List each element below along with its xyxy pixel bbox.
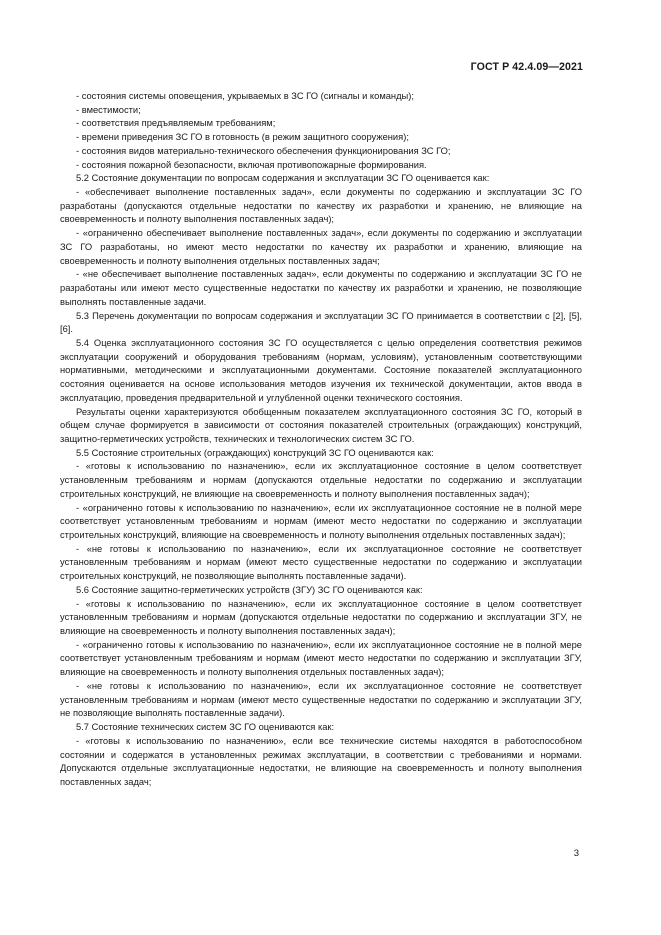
clause-5-7-intro: 5.7 Состояние технических систем ЗС ГО оцениваются как: xyxy=(76,722,335,733)
list-item: - «ограниченно обеспечивает выполнение поставленных задач», если документы по содержанию и эксплуатации ЗС ГО разработаны, но имеют место недостатки по качеству их разработки и хранению, влияющие на своевременность и полноту выполнения отдельных поставленных задач; xyxy=(60,228,582,266)
list-item: - «готовы к использованию по назначению», если их эксплуатационное состояние в целом соответствует установленным требованиям и нормам (допускаются отдельные недостатки по содержанию и эксплуатации ЗГУ, не влияющие на своевременность и полноту выполнения поставленных задач); xyxy=(60,598,582,637)
list-item: - «готовы к использованию по назначению», если все технические системы находятся в работоспособном состоянии и содержатся в установленных режимах эксплуатации, в соответствии с требованиями и нормами. Допускаются отдельные эксплуатационные недостатки, не влияющие на своевременность и полноту выполнения поставленных задач; xyxy=(60,735,582,787)
list-item: - «ограниченно готовы к использованию по назначению», если их эксплуатационное состояние не в полной мере соответствует установленным требованиям и нормам (имеют место недостатки по содержанию и эксплуатации строительных конструкций, влияющие на своевременность и полноту выполнения отдельных поставленных задач); xyxy=(60,502,582,540)
list-item: - «не готовы к использованию по назначению», если их эксплуатационное состояние не соответствует установленным требованиям и нормам (имеют место существенные недостатки по содержанию и эксплуатации строительных конструкций, не позволяющие выполнять поставленные задачи). xyxy=(60,543,582,582)
list-item: - состояния видов материально-технического обеспечения функционирования ЗС ГО; xyxy=(76,145,451,156)
clause-5-3: 5.3 Перечень документации по вопросам содержания и эксплуатации ЗС ГО принимается в соответствии с [2], [5], [6]. xyxy=(60,310,582,335)
list-item: - времени приведения ЗС ГО в готовность (в режим защитного сооружения); xyxy=(76,132,409,143)
results-paragraph: Результаты оценки характеризуются обобщенным показателем эксплуатационного состояния ЗС ГО, который в общем случае формируется в зависимости от состояния показателей строительных (ограждающих) конструкций, защитно-герметических устройств, технических и технологических систем ЗС ГО. xyxy=(60,406,582,444)
clause-5-6-intro: 5.6 Состояние защитно-герметических устройств (ЗГУ) ЗС ГО оцениваются как: xyxy=(76,584,423,595)
standard-code-header: ГОСТ Р 42.4.09—2021 xyxy=(470,61,583,73)
clause-5-4: 5.4 Оценка эксплуатационного состояния ЗС ГО осуществляется с целью определения соответствия режимов эксплуатации сооружений и оборудования требованиям (нормам, условиям), установленным соответствующими нормативными, методическими и эксплуатационными документами. Состояние показателей эксплуатационного состояния оценивается на основе использования методов изучения их технической документации, актов ввода в эксплуатацию, проведения предварительной и углубленной оценки технического состояния. xyxy=(60,337,582,403)
list-item: - состояния пожарной безопасности, включая противопожарные формирования. xyxy=(76,159,427,170)
clause-5-2-intro: 5.2 Состояние документации по вопросам содержания и эксплуатации ЗС ГО оценивается как: xyxy=(76,173,490,184)
list-item: - вместимости; xyxy=(76,104,141,115)
list-item: - «ограниченно готовы к использованию по назначению», если их эксплуатационное состояние не в полной мере соответствует установленным требованиям и нормам (имеют место недостатки по содержанию и эксплуатации ЗГУ, влияющие на своевременность и полноту выполнения отдельных поставленных задач); xyxy=(60,639,582,678)
list-item: - состояния системы оповещения, укрываемых в ЗС ГО (сигналы и команды); xyxy=(76,91,414,101)
list-item: - «не обеспечивает выполнение поставленных задач», если документы по содержанию и эксплуатации ЗС ГО не разработаны или имеют место существенные недостатки по качеству их разработки и хранению, не позволяющие выполнять поставленные задачи. xyxy=(60,269,582,307)
page-number: 3 xyxy=(573,848,579,859)
list-item: - «обеспечивает выполнение поставленных задач», если документы по содержанию и эксплуатации ЗС ГО разработаны (допускаются отдельные недостатки по качеству их разработки и хранению, не влияющие на своевременность и полноту выполнения поставленных задач); xyxy=(60,187,582,225)
list-item: - «готовы к использованию по назначению», если их эксплуатационное состояние в целом соответствует установленным требованиям и нормам (допускаются отдельные недостатки по содержанию и эксплуатации строительных конструкций, не влияющие на своевременность и полноту выполнения поставленных задач); xyxy=(60,461,582,499)
list-item: - «не готовы к использованию по назначению», если их эксплуатационное состояние не соответствует установленным требованиям и нормам (имеют место существенные недостатки по содержанию и эксплуатации ЗГУ, не позволяющие выполнять поставленные задачи). xyxy=(60,680,582,719)
list-item: - соответствия предъявляемым требованиям; xyxy=(76,118,276,129)
clause-5-5-intro: 5.5 Состояние строительных (ограждающих) конструкций ЗС ГО оцениваются как: xyxy=(76,447,434,458)
document-body xyxy=(60,90,582,790)
